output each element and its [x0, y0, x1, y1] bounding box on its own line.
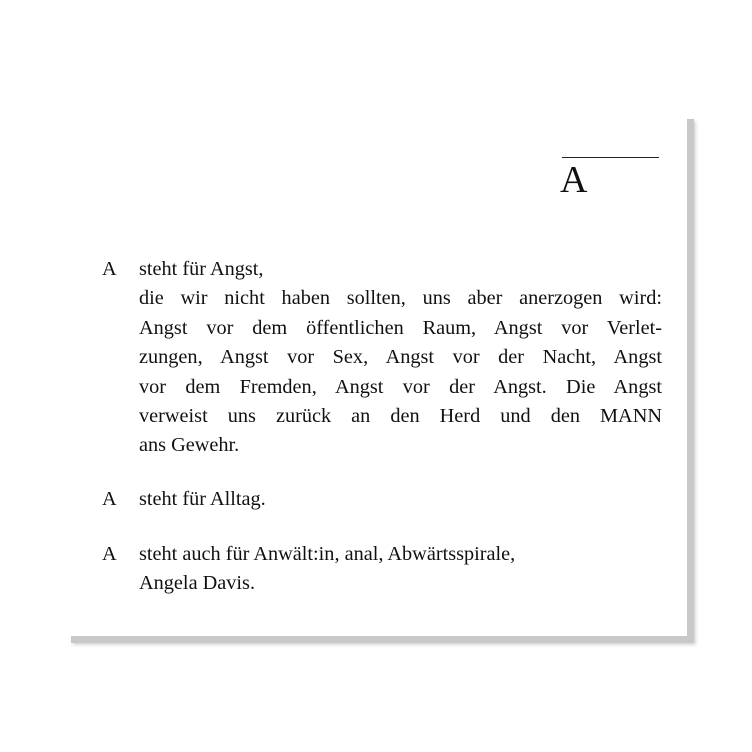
entry-line: zungen, Angst vor Sex, Angst vor der Nacht, Angst	[139, 346, 662, 369]
entry-anwaeltin	[102, 540, 662, 600]
section-letter-heading: A	[560, 159, 588, 201]
entry-alltag	[102, 485, 662, 515]
entry-line: steht auch für Anwält:in, anal, Abwärtsspirale,	[139, 543, 516, 565]
entry-letter: A	[102, 488, 117, 510]
entry-line: verweist uns zurück an den Herd und den MANN	[139, 405, 662, 428]
entry-line: steht für Angst,	[139, 258, 264, 280]
entry-line: steht für Alltag.	[139, 488, 266, 510]
entry-angst	[102, 255, 662, 465]
entry-text	[139, 255, 662, 461]
dictionary-page	[64, 112, 687, 636]
entry-line: die wir nicht haben sollten, uns aber anerzogen wird:	[139, 287, 662, 310]
entry-line: ans Gewehr.	[139, 434, 240, 457]
header-rule	[562, 157, 659, 158]
entry-line: vor dem Fremden, Angst vor der Angst. Die Angst	[139, 375, 662, 398]
entry-line: Angela Davis.	[139, 572, 256, 595]
entry-line: Angst vor dem öffentlichen Raum, Angst vor Verlet-	[139, 316, 662, 339]
entry-text	[139, 485, 662, 514]
entry-text	[139, 540, 662, 599]
entry-letter: A	[102, 543, 117, 565]
entry-letter: A	[102, 258, 117, 280]
